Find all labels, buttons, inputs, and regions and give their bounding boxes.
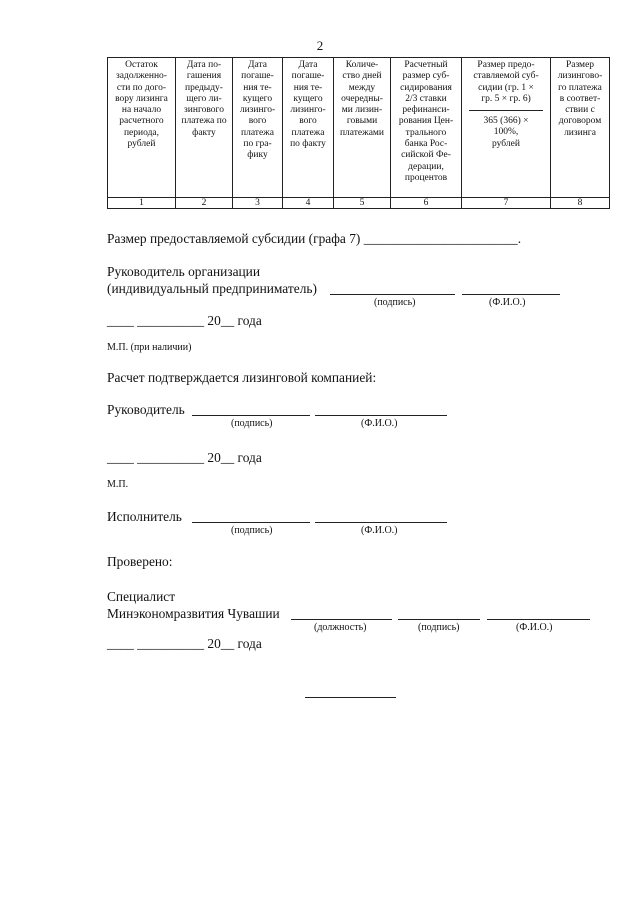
header-cell: Количе- ство дней между очередны- ми лизин- говыми платежами <box>334 58 391 198</box>
org-head-sublabel: (индивидуальный предприниматель) <box>107 281 317 296</box>
date-line-3: ____ __________ 20__ года <box>107 636 262 651</box>
header-cell-formula <box>462 58 551 198</box>
ministry-label: Минэкономразвития Чувашии <box>107 606 280 621</box>
header-cell: Дата погаше- ния те- кущего лизинго- вого платежа по гра- фику <box>233 58 283 198</box>
leasing-fio-caption: (Ф.И.О.) <box>361 418 398 429</box>
executor-fio-line[interactable] <box>315 522 447 523</box>
header-cell: Остаток задолженно- сти по дого- вору лизинга на начало расчетного периода, рублей <box>108 58 176 198</box>
stamp-label: М.П. <box>107 479 129 490</box>
stamp-optional: М.П. (при наличии) <box>107 342 192 353</box>
executor-signature-caption: (подпись) <box>231 525 273 536</box>
column-number: 1 <box>108 198 176 209</box>
column-number: 7 <box>462 198 551 209</box>
header-cell: Размер лизингово- го платежа в соответ- ствии с договором лизинга <box>551 58 610 198</box>
leasing-signature-caption: (подпись) <box>231 418 273 429</box>
column-number: 6 <box>391 198 462 209</box>
specialist-label: Специалист <box>107 589 176 604</box>
fraction-line <box>469 110 543 111</box>
formula-numerator: Размер предо- ставляемой суб- сидии (гр. 1 × гр. 5 × гр. 6) <box>473 60 539 104</box>
header-cell: Расчетный размер суб- сидирования 2/3 ставки рефинанси- рования Цен- трального банка Рос- сийской Фе- дерации, процентов <box>391 58 462 198</box>
table-header-row <box>108 58 610 198</box>
subsidy-calculation-table <box>107 57 610 209</box>
header-cell: Дата по- гашения предыду- щего ли- зингового платежа по факту <box>176 58 233 198</box>
column-number: 3 <box>233 198 283 209</box>
spec-fio-line[interactable] <box>487 619 590 620</box>
end-separator <box>305 697 396 698</box>
leasing-head-label: Руководитель <box>107 402 185 417</box>
column-number: 5 <box>334 198 391 209</box>
executor-signature-line[interactable] <box>192 522 310 523</box>
spec-fio-caption: (Ф.И.О.) <box>516 622 553 633</box>
spec-signature-caption: (подпись) <box>418 622 460 633</box>
org-signature-caption: (подпись) <box>374 297 416 308</box>
org-fio-line[interactable] <box>462 294 560 295</box>
date-line-2: ____ __________ 20__ года <box>107 450 262 465</box>
org-fio-caption: (Ф.И.О.) <box>489 297 526 308</box>
header-cell: Дата погаше- ния те- кущего лизинго- вого платежа по факту <box>283 58 334 198</box>
executor-label: Исполнитель <box>107 509 182 524</box>
subsidy-size-line: Размер предоставляемой субсидии (графа 7) _______________________. <box>107 231 522 246</box>
executor-fio-caption: (Ф.И.О.) <box>361 525 398 536</box>
checked-label: Проверено: <box>107 554 173 569</box>
column-number-row <box>108 198 610 209</box>
date-line: ____ __________ 20__ года <box>107 313 262 328</box>
spec-position-line[interactable] <box>291 619 392 620</box>
formula-denominator: 365 (366) × 100%, рублей <box>483 116 529 149</box>
column-number: 2 <box>176 198 233 209</box>
spec-position-caption: (должность) <box>314 622 367 633</box>
leasing-confirm-text: Расчет подтверждается лизинговой компанией: <box>107 370 377 385</box>
leasing-signature-line[interactable] <box>192 415 310 416</box>
org-head-label: Руководитель организации <box>107 264 261 279</box>
org-signature-line[interactable] <box>330 294 455 295</box>
column-number: 4 <box>283 198 334 209</box>
spec-signature-line[interactable] <box>398 619 480 620</box>
page-number: 2 <box>316 38 324 53</box>
column-number: 8 <box>551 198 610 209</box>
leasing-fio-line[interactable] <box>315 415 447 416</box>
